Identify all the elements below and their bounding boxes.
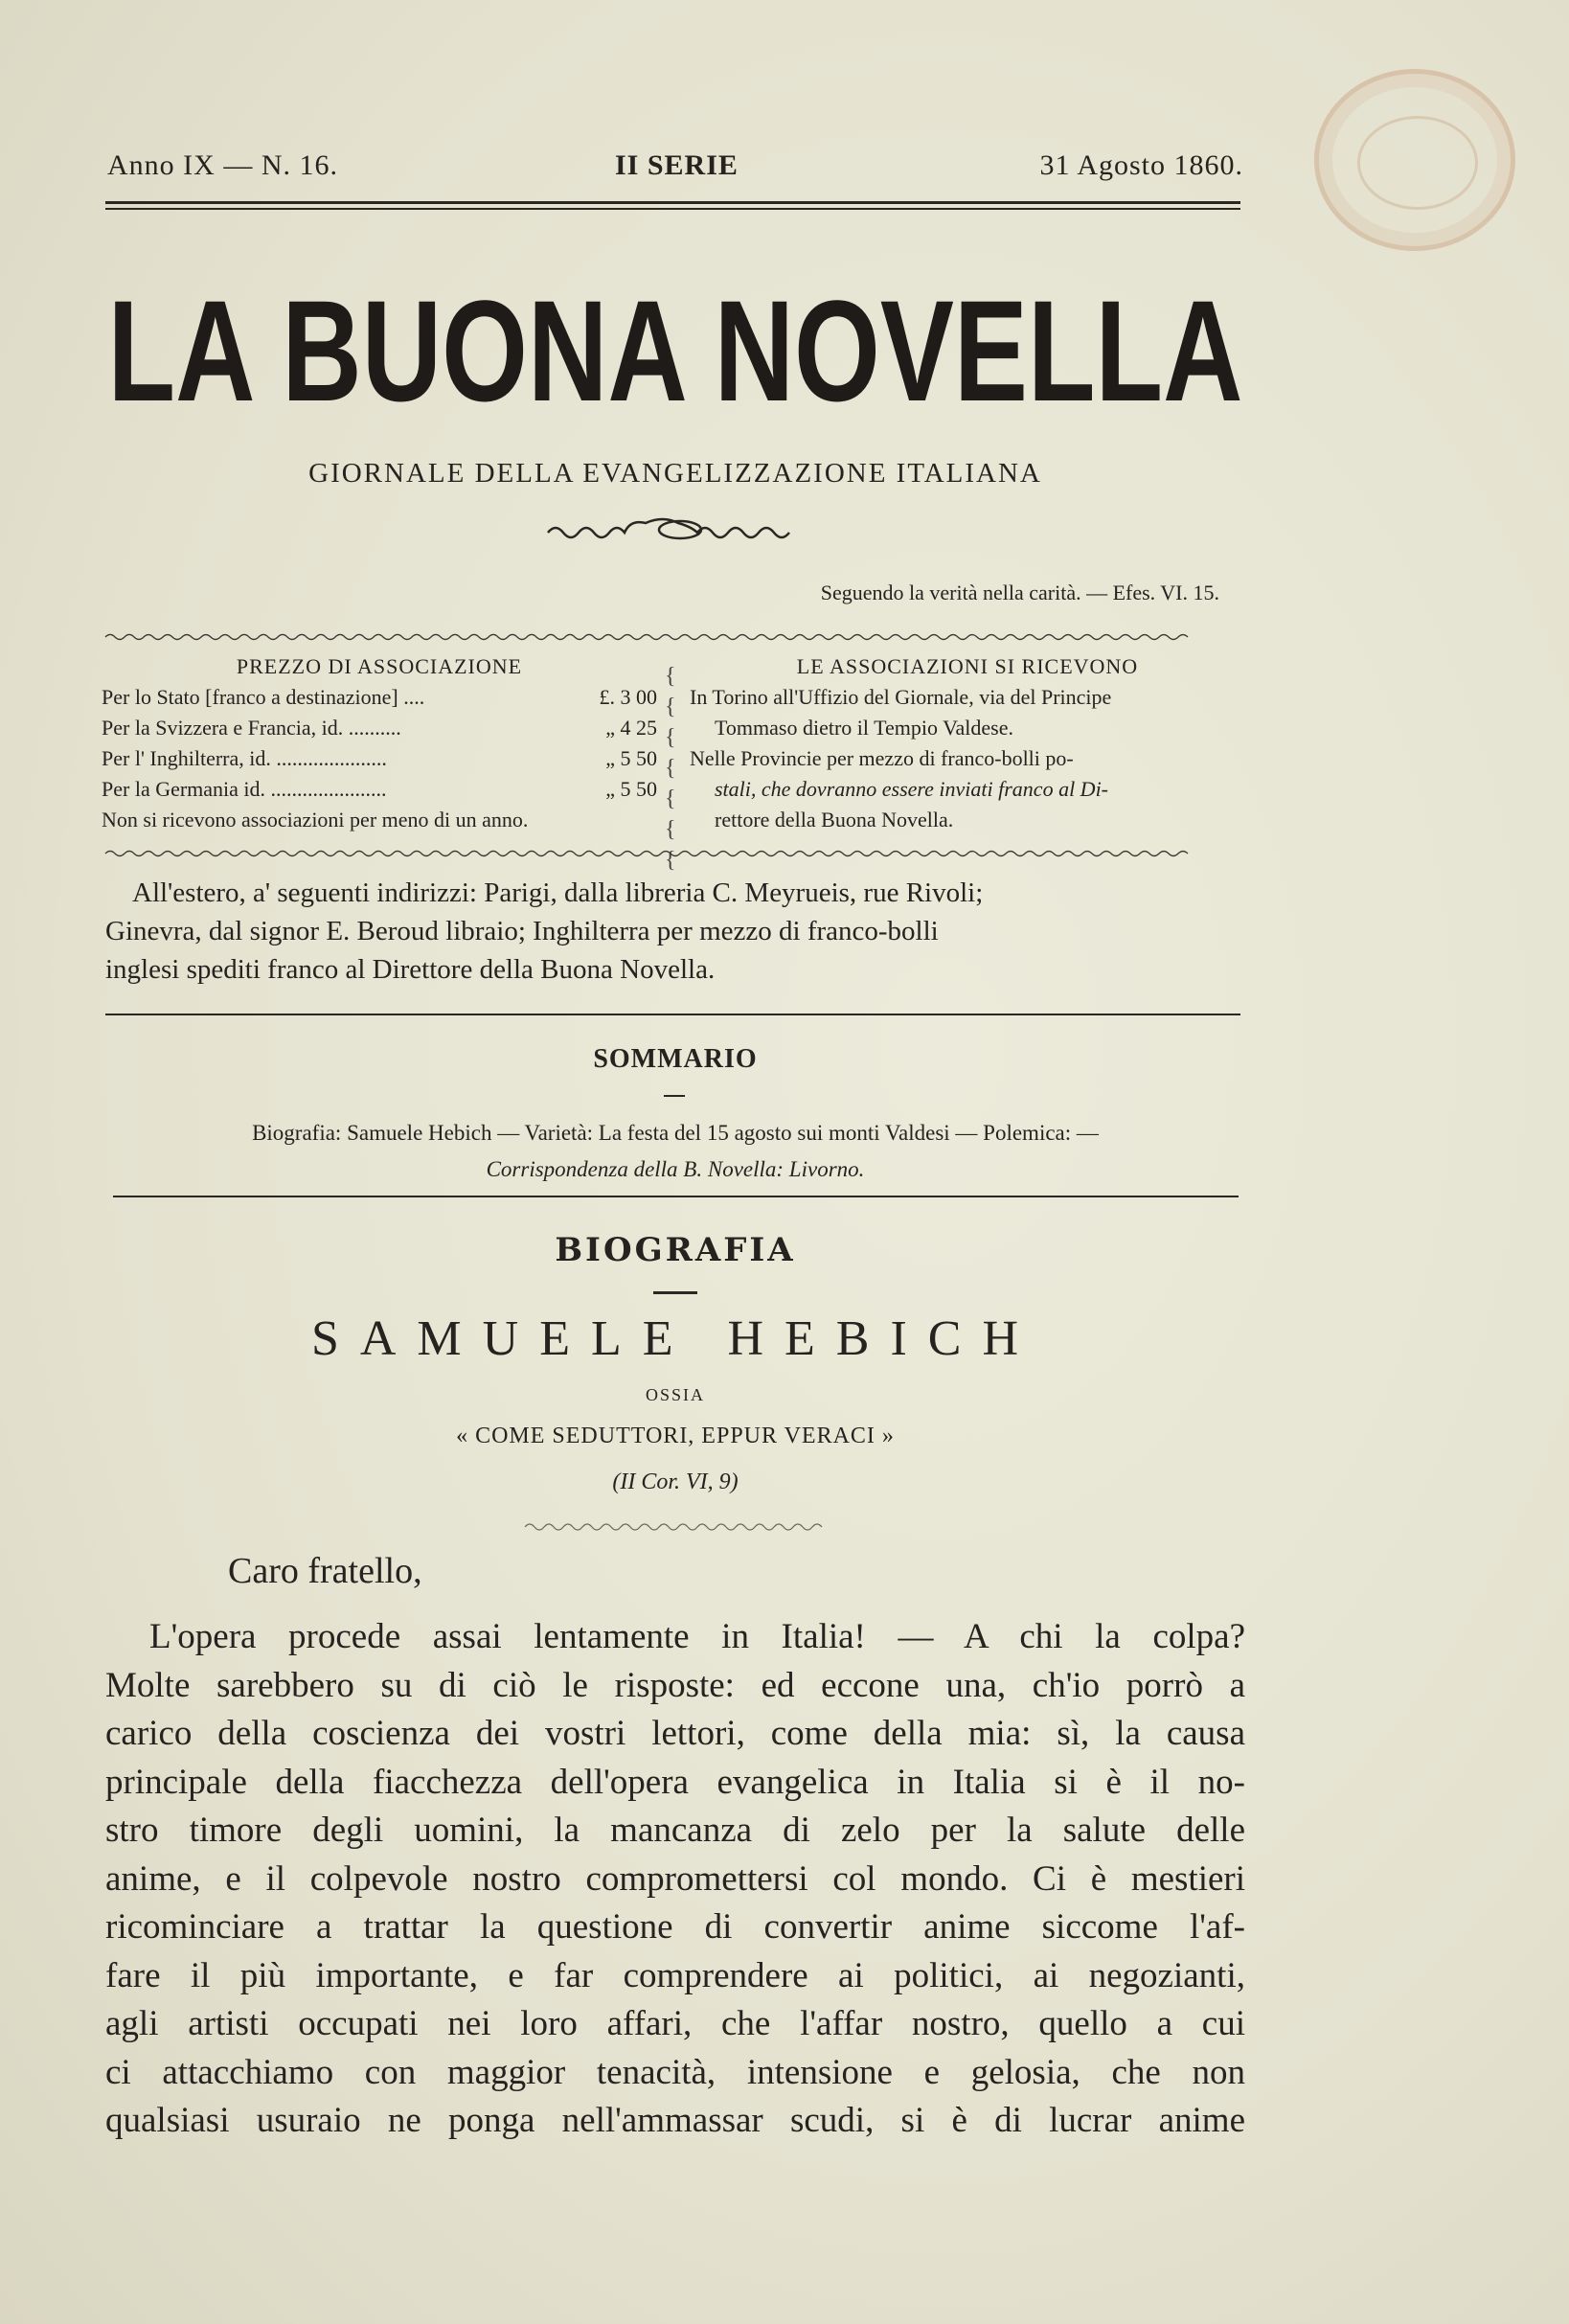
price-row: Per l' Inghilterra, id. ..................... „ 5 50 (102, 746, 657, 770)
header-rule-top (105, 201, 1240, 204)
price-row: Per lo Stato [franco a destinazione] .... £. 3 00 (102, 685, 657, 709)
subscription-offices (690, 651, 1245, 835)
offices-line: rettore della Buona Novella. (715, 808, 954, 832)
article-body (105, 1613, 1245, 2146)
library-stamp (1314, 69, 1515, 251)
section-rule (105, 1014, 1240, 1015)
wavy-rule-bottom (105, 849, 1245, 858)
body-line: qualsiasi usuraio ne ponga nell'ammassar scudi, si è di lucrar anime (105, 2101, 1245, 2140)
body-line: stro timore degli uomini, la mancanza di zelo per la salute delle (105, 1811, 1245, 1850)
section-heading: BIOGRAFIA (555, 1231, 796, 1269)
svg-text:LA BUONA NOVELLA: LA BUONA NOVELLA (107, 270, 1243, 431)
body-line: fare il più importante, e far comprendere ai politici, ai negozianti, (105, 1955, 1245, 1995)
section-rule (113, 1196, 1239, 1197)
sommario-title: SOMMARIO (593, 1044, 758, 1074)
offices-line: In Torino all'Uffizio del Giornale, via del Principe (690, 685, 1112, 709)
article-quote: « COME SEDUTTORI, EPPUR VERACI » (456, 1424, 895, 1448)
series-label: II SERIE (615, 149, 739, 181)
offices-line: stali, che dovranno essere inviati franco al Di- (715, 777, 1109, 801)
article-greeting: Caro fratello, (228, 1551, 422, 1591)
offices-line: Nelle Provincie per mezzo di franco-bolli po- (690, 746, 1074, 770)
issue-number: Anno IX — N. 16. (107, 149, 338, 181)
body-line: L'opera procede assai lentamente in Italia! — A chi la colpa? (149, 1617, 1245, 1656)
ornament-flourish (546, 513, 805, 546)
column-divider: { { { { { { { (665, 664, 676, 873)
body-line: ci attacchiamo con maggior tenacità, intensione e gelosia, che non (105, 2052, 1245, 2092)
sommario-contents (105, 1115, 1245, 1188)
masthead-title (105, 259, 1245, 431)
offices-line: Tommaso dietro il Tempio Valdese. (715, 716, 1014, 740)
abroad-line: Ginevra, dal signor E. Beroud libraio; Inghilterra per mezzo di franco-bolli (105, 916, 939, 946)
article-title: SAMUELE HEBICH (310, 1311, 1040, 1366)
price-row: Per la Germania id. ...................... „ 5 50 (102, 777, 657, 801)
subscription-note: Non si ricevono associazioni per meno di un anno. (102, 808, 529, 832)
header-rule-bottom (105, 208, 1240, 210)
body-line: Molte sarebbero su di ciò le risposte: ed eccone una, ch'io porrò a (105, 1665, 1245, 1705)
sommario-line: Biografia: Samuele Hebich — Varietà: La festa del 15 agosto sui monti Valdesi — Polemica: — (252, 1121, 1099, 1145)
body-line: principale della fiacchezza dell'opera evangelica in Italia si è il no- (105, 1762, 1245, 1802)
body-line: carico della coscienza dei vostri lettori, come della mia: sì, la causa (105, 1714, 1245, 1753)
article-ossia: OSSIA (645, 1385, 705, 1404)
short-rule (653, 1291, 697, 1294)
short-rule (664, 1095, 685, 1097)
motto-quote: Seguendo la verità nella carità. — Efes. VI. 15. (820, 581, 1219, 604)
offices-heading: LE ASSOCIAZIONI SI RICEVONO (796, 654, 1139, 678)
masthead-subtitle: GIORNALE DELLA EVANGELIZZAZIONE ITALIANA (308, 458, 1042, 489)
body-line: ricominciare a trattar la questione di convertir anime siccome l'af- (105, 1907, 1245, 1947)
abroad-line: inglesi spediti franco al Direttore della Buona Novella. (105, 954, 716, 985)
abroad-addresses (105, 874, 1245, 989)
wavy-rule-top (105, 632, 1245, 642)
body-line: anime, e il colpevole nostro compromettersi col mondo. Ci è mestieri (105, 1858, 1245, 1899)
body-line: agli artisti occupati nei loro affari, che l'affar nostro, quello a cui (105, 2004, 1245, 2043)
sommario-line: Corrispondenza della B. Novella: Livorno. (486, 1157, 865, 1181)
price-row: Per la Svizzera e Francia, id. .......... „ 4 25 (102, 716, 657, 740)
subscription-prices (102, 651, 657, 835)
subscription-heading: PREZZO DI ASSOCIAZIONE (236, 654, 523, 678)
ornament-wave (525, 1519, 831, 1533)
abroad-line: All'estero, a' seguenti indirizzi: Parigi, dalla libreria C. Meyrueis, rue Rivoli; (132, 877, 984, 908)
article-reference: (II Cor. VI, 9) (612, 1470, 739, 1494)
issue-date: 31 Agosto 1860. (1039, 149, 1243, 181)
